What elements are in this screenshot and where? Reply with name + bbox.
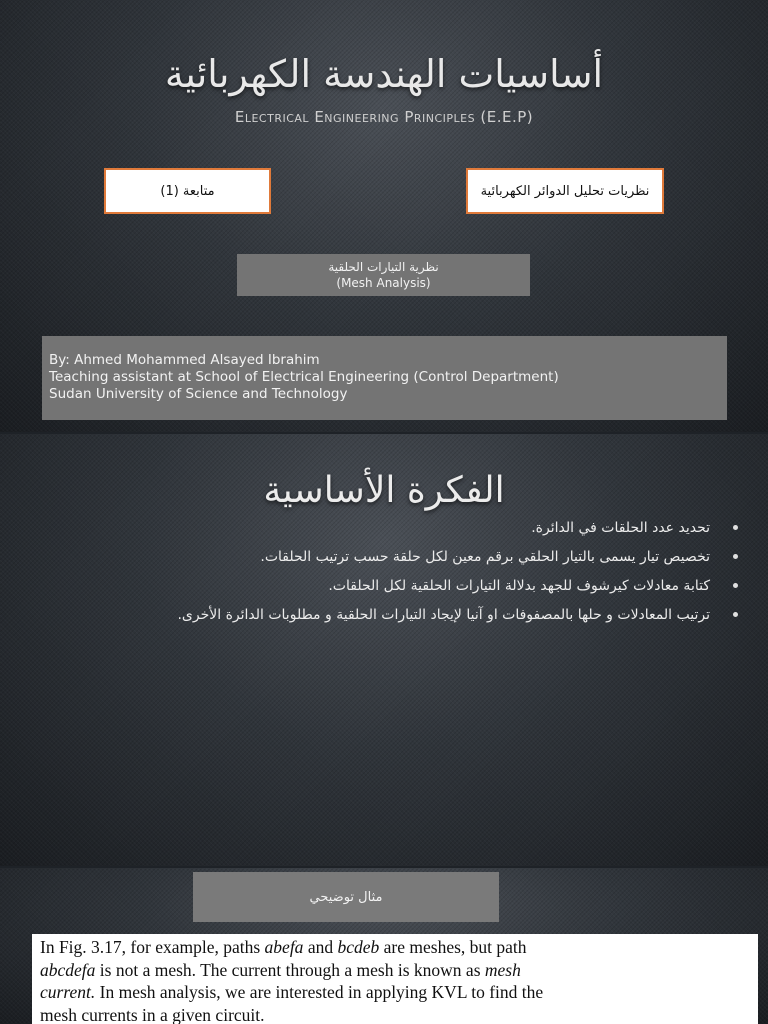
author-box [42,336,727,420]
mesh-analysis-box [237,254,530,296]
excerpt-text: is not a mesh. The current through a mesh is known as [95,959,485,980]
excerpt-line-1 [40,936,750,959]
author-name: By: Ahmed Mohammed Alsayed Ibrahim [49,352,320,368]
excerpt-path-abcdefa: abcdefa [40,959,96,980]
list-item [60,547,750,576]
mesh-title-english: (Mesh Analysis) [336,276,431,290]
bullet-icon [733,525,738,530]
example-slide [0,868,768,1024]
bullet-text: تخصيص تيار يسمى بالتيار الحلقي برقم معين لكل حلقة حسب ترتيب الحلقات. [260,549,710,565]
excerpt-term-mesh: mesh [484,959,521,980]
bullet-icon [733,583,738,588]
excerpt-line-4: mesh currents in a given circuit. [40,1004,265,1024]
example-label-box: مثال توضيحي [193,872,499,922]
excerpt-line-3 [40,981,750,1004]
bullet-icon [733,554,738,559]
list-item [60,518,750,547]
main-idea-slide [0,434,768,866]
bullet-list [60,518,750,634]
list-item [60,605,750,634]
excerpt-text: In Fig. 3.17, for example, paths [40,937,265,957]
author-university: Sudan University of Science and Technology [49,386,348,402]
topic-box-continuation: متابعة (1) [104,168,271,214]
excerpt-text: are meshes, but path [379,937,527,957]
slide-title-main-idea: الفكرة الأساسية [263,470,505,511]
bullet-text: كتابة معادلات كيرشوف للجهد بدلالة التيارات الحلقية لكل الحلقات. [328,578,710,594]
bullet-text: ترتيب المعادلات و حلها بالمصفوفات او آنيا لإيجاد التيارات الحلقية و مطلوبات الدائرة الأخرى. [177,607,710,623]
excerpt-line-2 [40,959,750,982]
author-position: Teaching assistant at School of Electrical Engineering (Control Department) [49,369,559,385]
slide-title-arabic: أساسيات الهندسة الكهربائية [164,52,604,96]
excerpt-text: and [303,937,338,957]
bullet-icon [733,612,738,617]
list-item [60,576,750,605]
excerpt-path-abefa: abefa [264,937,304,957]
textbook-excerpt [32,934,758,1024]
slide-subtitle-english: Electrical Engineering Principles (E.E.P) [234,108,534,126]
bullet-text: تحديد عدد الحلقات في الدائرة. [531,520,710,536]
excerpt-path-bcdeb: bcdeb [337,937,380,957]
title-slide [0,0,768,432]
excerpt-term-current: current. [40,982,96,1002]
mesh-title-arabic: نظرية التيارات الحلقية [328,260,439,274]
topic-box-circuit-theorems: نظريات تحليل الدوائر الكهربائية [466,168,664,214]
excerpt-text: In mesh analysis, we are interested in applying KVL to find the [95,982,544,1002]
